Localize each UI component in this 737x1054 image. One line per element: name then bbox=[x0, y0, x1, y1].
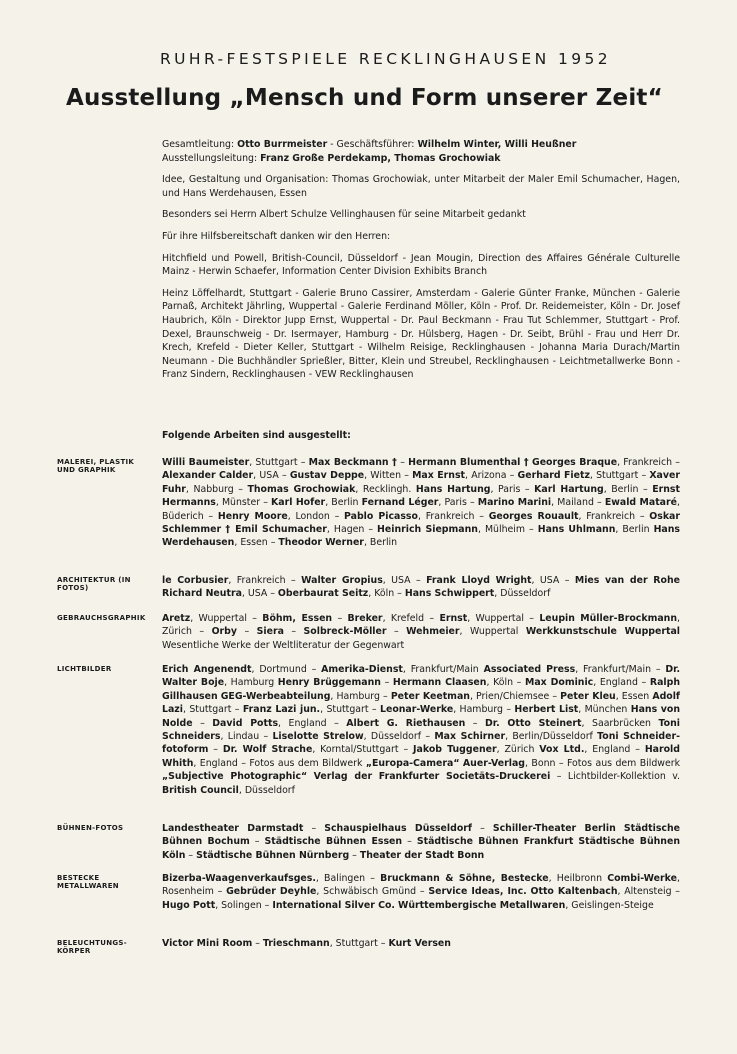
exhibitor-detail: , England – Fotos aus dem Bildwerk bbox=[193, 757, 366, 769]
exhibitor-name: Ernst bbox=[439, 613, 468, 624]
exhibitor-name: Karl Hofer bbox=[271, 497, 326, 509]
exhibitor-name: Städtische Bühnen Köln bbox=[162, 836, 681, 861]
exhibitor-name: Georges Rouault bbox=[488, 510, 579, 522]
exhibitor-detail bbox=[616, 823, 624, 834]
exhibitor-name: Schiller-Theater Berlin bbox=[492, 823, 616, 834]
credits-intro bbox=[162, 138, 680, 390]
exhibitor-name: Hans Schwippert bbox=[404, 588, 495, 600]
credits-thanks-list-1: Hitchfield und Powell, British-Council, Düsseldorf - Jean Mougin, Direction des Affaires Générale Culturelle Mainz - Herwin Schaefer, Information Center Division Exhibits Branch bbox=[162, 252, 680, 278]
exhibitor-name: Theater der Stadt Bonn bbox=[359, 849, 485, 861]
exhibitor-name: Landestheater Darmstadt bbox=[162, 823, 304, 834]
exhibitor-name: Oskar Schlemmer † bbox=[162, 510, 680, 536]
exhibitor-detail: , Mülheim – bbox=[477, 524, 538, 536]
festival-kicker: RUHR-FESTSPIELE RECKLINGHAUSEN 1952 bbox=[160, 50, 611, 68]
exhibitor-detail: – bbox=[252, 938, 263, 949]
exhibitor-detail: , Berlin – bbox=[603, 483, 653, 495]
exhibitor-name: Mies van der Rohe bbox=[574, 575, 680, 586]
exhibitor-name: Thomas Grochowiak bbox=[247, 483, 356, 495]
exhibitor-name: Max Ernst bbox=[412, 470, 466, 482]
credits-special-thanks: Besonders sei Herrn Albert Schulze Vellinghausen für seine Mitarbeit gedankt bbox=[162, 209, 526, 221]
exhibitor-name: Württembergische Metallwaren bbox=[397, 899, 566, 911]
section-body bbox=[162, 574, 680, 601]
exhibitor-name: Peter Keetman bbox=[390, 690, 470, 702]
exhibitor-detail: , Stuttgart – bbox=[589, 470, 650, 482]
exhibitor-name: Städtische Bühnen Nürnberg bbox=[196, 849, 350, 861]
exhibitor-detail: , England – bbox=[584, 744, 645, 756]
exhibitor-name: Associated Press bbox=[483, 664, 576, 675]
exhibitor-name: Hermann Blumenthal † bbox=[408, 457, 529, 468]
exhibitor-detail: , Saarbrücken bbox=[581, 717, 659, 729]
exhibitor-detail: , Düsseldorf bbox=[238, 784, 295, 796]
exhibitor-name: Erich Angenendt bbox=[162, 664, 252, 675]
exhibitor-detail: , Köln – bbox=[486, 677, 525, 689]
exhibitor-detail: , Hagen – bbox=[326, 524, 378, 536]
exhibitor-name: Dr. Otto Steinert bbox=[485, 717, 582, 729]
exhibitor-detail: – bbox=[386, 626, 407, 638]
exhibitor-name: Henry Brüggemann bbox=[277, 677, 381, 689]
exhibitor-detail: , Paris – bbox=[490, 483, 535, 495]
exhibitor-detail: , Bonn – Fotos aus dem Bildwerk bbox=[525, 757, 681, 769]
exhibitor-name: Schauspielhaus Düsseldorf bbox=[324, 823, 472, 834]
exhibitor-detail: , USA – bbox=[241, 588, 278, 600]
section-label: ARCHITEKTUR (IN FOTOS) bbox=[57, 576, 131, 593]
exhibitor-detail: , Krefeld – bbox=[382, 613, 440, 624]
exhibitor-name: Frank Lloyd Wright bbox=[426, 575, 532, 586]
exhibitor-detail: , USA – bbox=[253, 470, 290, 482]
exhibitor-name: Gebrüder Deyhle bbox=[226, 886, 317, 898]
exhibitor-name: Wehmeier bbox=[406, 626, 460, 638]
exhibitor-detail: – bbox=[236, 626, 257, 638]
exhibitor-detail: , Rosenheim – bbox=[162, 873, 680, 898]
section-label: MALEREI, PLASTIK UND GRAPHIK bbox=[57, 458, 135, 475]
exhibitor-detail: , England – bbox=[593, 677, 650, 689]
exhibitor-detail: , Berlin bbox=[615, 524, 654, 536]
exhibitor-name: Pablo Picasso bbox=[344, 510, 418, 522]
credits-thanks-list-2: Heinz Löffelhardt, Stuttgart - Galerie Bruno Cassirer, Amsterdam - Galerie Günter Franke, München - Galerie Parnaß, Architekt Jährling, Wuppertal - Galerie Ferdinand Möller, Köln - Prof. Dr. Reidemeister, Köln - Dr. Josef Haubrich, Köln - Direktor Jupp Ernst, Wuppertal - Dr. Paul Beckmann - Frau Tut Schlemmer, Stuttgart - Prof. Dexel, Braunschweig - Dr. Isermayer, Hamburg - Dr. Hülsberg, Hagen - Dr. Seibt, Brühl - Frau und Herr Dr. Krech, Krefeld - Dieter Keller, Stuttgart - Wilhelm Reisige, Recklinghausen - Johanna Maria Durach/Martin Neumann - Die Buchhändler Sprießler, Bitter, Klein und Streubel, Recklinghausen - Leichtmetallwerke Bonn - Franz Sindern, Recklinghausen - VEW Recklinghausen bbox=[162, 287, 680, 381]
exhibitor-detail: , Frankreich – bbox=[417, 510, 489, 522]
exhibitor-name: Städtische Bühnen Essen bbox=[264, 836, 403, 848]
exhibitor-name: Xaver Fuhr bbox=[162, 470, 680, 495]
exhibitor-name: Kurt Versen bbox=[388, 938, 451, 949]
section-body bbox=[162, 872, 680, 912]
exhibitor-name: Hermann Claasen bbox=[392, 677, 487, 689]
exhibitor-detail: , Düsseldorf – bbox=[363, 731, 435, 743]
exhibitor-name: Vox Ltd. bbox=[539, 744, 585, 756]
exhibitor-detail: , Essen bbox=[615, 690, 653, 702]
exhibitor-name: Gustav Deppe bbox=[289, 470, 365, 482]
exhibitor-name: International Silver Co. bbox=[272, 899, 395, 911]
exhibitor-detail: – bbox=[471, 823, 493, 834]
exhibitor-name: Böhm, Essen bbox=[262, 613, 333, 624]
exhibitor-detail: , Büderich – bbox=[162, 497, 680, 522]
exhibitor-detail: , Heilbronn bbox=[548, 873, 608, 884]
section-body bbox=[162, 456, 680, 550]
exhibitor-detail: , Zürich bbox=[496, 744, 540, 756]
exhibitor-detail: , Stuttgart – bbox=[182, 704, 243, 716]
credits-line-exhibition: Ausstellungsleitung: Franz Große Perdekamp, Thomas Grochowiak bbox=[162, 152, 501, 164]
exhibitor-name: Marino Marini bbox=[477, 497, 552, 509]
exhibitor-name: British Council bbox=[162, 784, 239, 796]
exhibitor-name: Max Beckmann † bbox=[308, 457, 397, 468]
exhibitor-name: Ewald Mataré bbox=[604, 497, 677, 509]
exhibitor-name: Bizerba-Waagenverkaufsges. bbox=[162, 873, 316, 884]
exhibitor-name: Adolf Lazi bbox=[162, 690, 681, 716]
exhibitor-detail: , Mailand – bbox=[551, 497, 605, 509]
exhibitor-detail: – Lichtbilder-Kollektion v. bbox=[550, 771, 681, 783]
exhibitor-detail: , Solingen – bbox=[215, 899, 273, 911]
exhibitor-name: Amerika-Dienst bbox=[321, 664, 403, 675]
credits-line-management: Gesamtleitung: Otto Burrmeister - Geschäftsführer: Wilhelm Winter, Willi Heußner bbox=[162, 139, 577, 150]
exhibitor-name: Jakob Tuggener bbox=[413, 744, 497, 756]
exhibitor-name: Bruckmann & Söhne, Bestecke bbox=[380, 873, 549, 884]
exhibitor-name: Alexander Calder bbox=[162, 470, 254, 482]
exhibitor-detail: – bbox=[349, 849, 360, 861]
exhibitor-detail: , USA – bbox=[382, 575, 427, 586]
exhibitor-name: Breker bbox=[347, 613, 383, 624]
exhibitor-detail: , Balingen – bbox=[315, 873, 381, 884]
exhibitor-name: Auer-Verlag bbox=[462, 757, 526, 769]
exhibitor-detail: , Berlin bbox=[325, 497, 362, 509]
exhibitor-detail: , Münster – bbox=[215, 497, 272, 509]
exhibitor-name: Orby bbox=[211, 626, 237, 638]
exhibitor-name: Städtische Bühnen Frankfurt bbox=[416, 836, 574, 848]
exhibitor-detail: , Geislingen-Steige bbox=[565, 899, 654, 911]
exhibitor-detail: – bbox=[192, 717, 213, 729]
exhibitor-detail: , Frankreich – bbox=[578, 510, 650, 522]
exhibitor-name: Harold Whith bbox=[162, 744, 680, 769]
exhibitor-detail: – bbox=[396, 457, 409, 468]
exhibitor-detail: , Frankfurt/Main bbox=[402, 664, 484, 675]
exhibitor-detail: , Stuttgart – bbox=[249, 457, 309, 468]
exhibitor-name: Dr. Wolf Strache bbox=[222, 744, 313, 756]
credits-idea: Idee, Gestaltung und Organisation: Thomas Grochowiak, unter Mitarbeit der Maler Emil Schumacher, Hagen, und Hans Werdehausen, Essen bbox=[162, 174, 680, 199]
section-label: BÜHNEN-FOTOS bbox=[57, 824, 124, 832]
exhibitor-detail: , Stuttgart – bbox=[329, 938, 389, 949]
section-label: GEBRAUCHSGRAPHIK bbox=[57, 614, 146, 622]
exhibitor-detail: – bbox=[249, 836, 265, 848]
exhibitor-name: Hans Hartung bbox=[415, 483, 491, 495]
exhibitor-name: GEG-Werbeabteilung bbox=[220, 690, 331, 702]
exhibitor-name: Hans Uhlmann bbox=[537, 524, 616, 536]
exhibitor-name: Trieschmann bbox=[262, 938, 330, 949]
exhibitor-detail: , Prien/Chiemsee – bbox=[469, 690, 561, 702]
exhibitor-detail: , Schwäbisch Gmünd – bbox=[316, 886, 429, 898]
section-body bbox=[162, 612, 680, 652]
exhibitor-detail: , Berlin bbox=[363, 537, 398, 549]
exhibitor-detail: , Dortmund – bbox=[251, 664, 322, 675]
exhibitor-name: Service Ideas, Inc. bbox=[428, 886, 527, 898]
exhibitor-detail: – bbox=[332, 613, 348, 624]
exhibitor-name: „Europa-Camera“ bbox=[365, 757, 460, 769]
exhibitor-detail: , London – bbox=[287, 510, 345, 522]
exhibitor-name: Fernand Léger bbox=[361, 497, 439, 509]
exhibits-heading: Folgende Arbeiten sind ausgestellt: bbox=[162, 430, 351, 441]
exhibitor-name: Max Dominic bbox=[524, 677, 594, 689]
exhibitor-name: Max Schirner bbox=[434, 731, 506, 743]
exhibitor-name: Richard Neutra bbox=[162, 588, 242, 600]
exhibitor-name: Dr. Walter Boje bbox=[162, 664, 681, 689]
exhibitor-name: Albert G. Riethausen bbox=[346, 717, 466, 729]
exhibitor-name: Städtische Bühnen Bochum bbox=[162, 823, 681, 848]
exhibitor-name: Franz Lazi jun. bbox=[242, 704, 321, 716]
exhibitor-detail: , Stuttgart – bbox=[320, 704, 380, 716]
exhibitor-name: Georges Braque bbox=[532, 457, 618, 468]
exhibitor-detail: – bbox=[283, 626, 304, 638]
exhibitor-name: Toni Schneider-fotoform bbox=[162, 731, 680, 756]
exhibitor-name: Walter Gropius bbox=[301, 575, 383, 586]
exhibitor-name: „Subjective Photographic“ bbox=[162, 771, 308, 783]
exhibitor-detail: – bbox=[208, 744, 223, 756]
exhibitor-detail: – bbox=[380, 677, 393, 689]
exhibitor-detail: – bbox=[303, 823, 325, 834]
exhibitor-name: Herbert List bbox=[514, 704, 579, 716]
section-body bbox=[162, 937, 680, 950]
exhibitor-name: Werkkunstschule Wuppertal bbox=[525, 626, 681, 638]
section-body bbox=[162, 822, 680, 862]
exhibitor-detail: , Frankfurt/Main – bbox=[575, 664, 666, 675]
exhibitor-name: Siera bbox=[256, 626, 284, 638]
exhibitor-detail: , Witten – bbox=[364, 470, 413, 482]
exhibitor-detail: , Arizona – bbox=[465, 470, 518, 482]
exhibitor-detail: , Wuppertal – bbox=[190, 613, 263, 624]
exhibitor-detail: Wesentliche Werke der Weltliteratur der Gegenwart bbox=[162, 639, 405, 651]
exhibitor-detail: , Berlin/Düsseldorf bbox=[505, 731, 598, 743]
exhibitor-name: Peter Kleu bbox=[560, 690, 616, 702]
exhibitor-detail: , Frankreich – bbox=[228, 575, 302, 586]
exhibitor-name: Henry Moore bbox=[217, 510, 288, 522]
exhibitor-detail: , Nabburg – bbox=[185, 483, 248, 495]
exhibitor-name: Gerhard Fietz bbox=[517, 470, 590, 482]
exhibitor-name: Müller-Brockmann bbox=[580, 613, 678, 624]
exhibitor-detail: – bbox=[402, 836, 417, 848]
exhibitor-name: Hans Werdehausen bbox=[162, 524, 680, 549]
exhibitor-name: le Corbusier bbox=[162, 575, 229, 586]
exhibitor-detail: , Wuppertal – bbox=[467, 613, 540, 624]
credits-thanks-intro: Für ihre Hilfsbereitschaft danken wir den Herren: bbox=[162, 230, 391, 242]
exhibitor-detail: , Wuppertal bbox=[459, 626, 526, 638]
exhibitor-detail: , Hamburg – bbox=[453, 704, 515, 716]
section-label: BELEUCHTUNGS-KÖRPER bbox=[57, 939, 127, 956]
exhibitor-name: Leupin bbox=[539, 613, 575, 624]
exhibitor-detail: , Essen – bbox=[234, 537, 279, 549]
exhibitor-name: Hugo Pott bbox=[162, 899, 216, 911]
exhibitor-detail: , Recklingh. bbox=[355, 483, 416, 495]
exhibitor-detail: , Düsseldorf bbox=[494, 588, 551, 600]
exhibitor-detail: , Zürich – bbox=[162, 613, 680, 638]
exhibitor-name: Karl Hartung bbox=[534, 483, 604, 495]
exhibitor-name: Otto Kaltenbach bbox=[530, 886, 618, 898]
exhibitor-name: Combi-Werke bbox=[607, 873, 677, 884]
exhibitor-name: Heinrich Siepmann bbox=[377, 524, 478, 536]
exhibitor-name: Aretz bbox=[162, 613, 191, 624]
exhibitor-detail: , England – bbox=[278, 717, 347, 729]
exhibitor-detail: , Frankreich – bbox=[617, 457, 680, 468]
section-label: BESTECKE METALLWAREN bbox=[57, 874, 119, 891]
exhibitor-detail: – bbox=[185, 849, 197, 861]
exhibitor-name: Verlag der Frankfurter Societäts-Druckerei bbox=[313, 771, 551, 783]
exhibitor-name: Hans von Nolde bbox=[162, 704, 681, 729]
exhibitor-name: Theodor Werner bbox=[278, 537, 364, 549]
exhibitor-detail: , Paris – bbox=[438, 497, 478, 509]
exhibitor-detail: , Hamburg bbox=[224, 677, 278, 689]
exhibitor-detail: , USA – bbox=[531, 575, 575, 586]
exhibitor-detail: , Hamburg – bbox=[330, 690, 391, 702]
section-body bbox=[162, 663, 680, 797]
exhibitor-name: David Potts bbox=[212, 717, 279, 729]
exhibitor-detail: , Lindau – bbox=[220, 731, 273, 743]
exhibitor-name: Ralph Gillhausen bbox=[162, 677, 681, 702]
exhibitor-name: Emil Schumacher bbox=[235, 524, 327, 536]
exhibitor-detail: , Korntal/Stuttgart – bbox=[312, 744, 414, 756]
exhibitor-name: Willi Baumeister bbox=[162, 457, 250, 468]
exhibitor-detail: , München bbox=[578, 704, 631, 716]
exhibitor-name: Solbreck-Möller bbox=[303, 626, 387, 638]
exhibitor-name: Ernst Hermanns bbox=[162, 483, 680, 509]
exhibitor-name: Toni Schneiders bbox=[162, 717, 680, 743]
section-label: LICHTBILDER bbox=[57, 665, 112, 673]
exhibitor-name: Liselotte Strelow bbox=[272, 731, 364, 743]
exhibitor-name: Victor Mini Room bbox=[162, 938, 253, 949]
exhibitor-name: Leonar-Werke bbox=[379, 704, 454, 716]
exhibitor-detail: – bbox=[465, 717, 485, 729]
exhibitor-name: Oberbaurat Seitz bbox=[277, 588, 369, 600]
exhibitor-detail: , Köln – bbox=[368, 588, 405, 600]
exhibitor-detail: , Altensteig – bbox=[617, 886, 680, 898]
page-title: Ausstellung „Mensch und Form unserer Zeit“ bbox=[66, 85, 663, 111]
